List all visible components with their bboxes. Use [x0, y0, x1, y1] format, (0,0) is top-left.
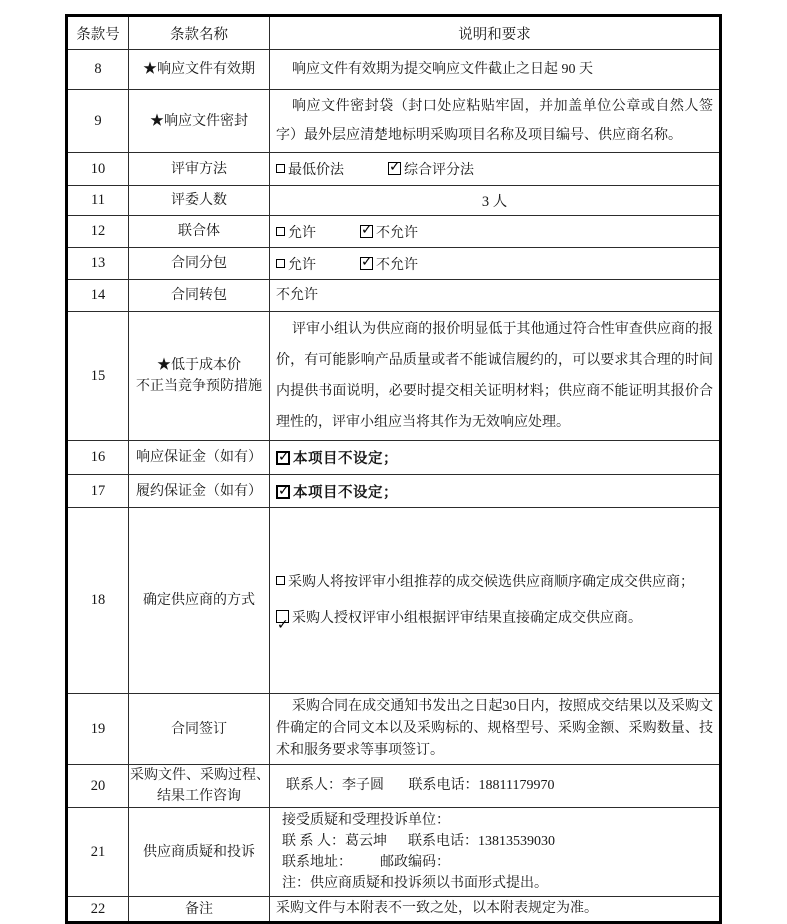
- table-row: [67, 186, 721, 216]
- clause-description: [270, 441, 721, 475]
- clause-name: [129, 50, 270, 90]
- description-paragraph: 注：供应商质疑和投诉须以书面形式提出。: [282, 876, 548, 891]
- clause-number: 19: [67, 694, 129, 765]
- clause-name-line: 不正当竞争预防措施: [136, 379, 262, 394]
- option-group: [276, 159, 713, 179]
- clause-description: [270, 90, 721, 153]
- clause-name-line: 供应商质疑和投诉: [143, 844, 255, 860]
- clause-name: [129, 153, 270, 186]
- option-line: [276, 601, 713, 637]
- table-header-row: [67, 16, 721, 50]
- clause-name-line: 履约保证金（如有）: [136, 483, 262, 499]
- clause-name: [129, 186, 270, 216]
- clause-number: 17: [67, 475, 129, 508]
- table-row: [67, 216, 721, 248]
- option-label: 允许: [288, 225, 316, 241]
- option-item: [276, 222, 316, 242]
- clause-table: [65, 14, 722, 924]
- description-paragraph: 评审小组认为供应商的报价明显低于其他通过符合性审查供应商的报价，有可能影响产品质量或者不能诚信履约的，可以要求其合理的时间内提供书面说明，必要时提交相关证明材料；供应商不能证明其报价合理性的，评审小组应当将其作为无效响应处理。: [276, 322, 713, 430]
- clause-name: [129, 312, 270, 441]
- clause-description: [270, 312, 721, 441]
- description-paragraph: 响应文件密封袋（封口处应粘贴牢固，并加盖单位公章或自然人签字）最外层应清楚地标明采购项目名称及项目编号、供应商名称。: [276, 99, 713, 143]
- clause-number: 15: [67, 312, 129, 441]
- checkbox-checked-icon: [388, 162, 401, 175]
- clause-name-line: ★响应文件密封: [150, 113, 248, 129]
- clause-number: 9: [67, 90, 129, 153]
- clause-number: 20: [67, 765, 129, 808]
- table-row: [67, 694, 721, 765]
- clause-name-line: 评委人数: [171, 193, 227, 208]
- clause-description: [270, 216, 721, 248]
- clause-description: [270, 153, 721, 186]
- clause-name: [129, 808, 270, 897]
- clause-description: [270, 808, 721, 897]
- clause-name-line: 合同签订: [171, 721, 227, 737]
- clause-number: 16: [67, 441, 129, 475]
- checkbox-checked-icon: [276, 610, 289, 623]
- description-paragraph: 响应文件有效期为提交响应文件截止之日起 90 天: [292, 61, 593, 77]
- table-row: [67, 897, 721, 923]
- table-row: [67, 475, 721, 508]
- table-row: [67, 50, 721, 90]
- option-item: [360, 254, 418, 274]
- option-item: [276, 254, 316, 274]
- checkbox-checked-icon: [276, 485, 290, 499]
- clause-description: [270, 186, 721, 216]
- clause-name: [129, 280, 270, 312]
- clause-description: [270, 897, 721, 923]
- clause-name: [129, 694, 270, 765]
- clause-description: [270, 248, 721, 280]
- col-header-clause-no: 条款号: [67, 16, 129, 50]
- bold-checked-statement: [276, 481, 713, 502]
- option-group: [276, 254, 713, 274]
- clause-name: [129, 90, 270, 153]
- option-item: [360, 222, 418, 242]
- table-row: [67, 765, 721, 808]
- clause-name-line: 联合体: [178, 224, 220, 239]
- description-paragraph: 联系地址： 邮政编码：: [282, 855, 450, 870]
- option-label: 最低价法: [288, 163, 344, 178]
- clause-number: 14: [67, 280, 129, 312]
- table-row: [67, 508, 721, 694]
- clause-number: 11: [67, 186, 129, 216]
- option-label: 采购人授权评审小组根据评审结果直接确定成交供应商。: [292, 610, 642, 626]
- clause-name: [129, 441, 270, 475]
- clause-name-line: ★响应文件有效期: [143, 62, 255, 77]
- col-header-clause-name: 条款名称: [129, 16, 270, 50]
- clause-name: [129, 508, 270, 694]
- description-paragraph: 不允许: [276, 287, 318, 303]
- clause-name-line: 合同转包: [171, 288, 227, 303]
- clause-number: 13: [67, 248, 129, 280]
- clause-name-line: 评审方法: [171, 161, 227, 177]
- clause-number: 10: [67, 153, 129, 186]
- centered-value: 3 人: [481, 194, 508, 210]
- clause-number: 22: [67, 897, 129, 923]
- clause-name: [129, 765, 270, 808]
- clause-name-line: ★低于成本价: [157, 358, 241, 373]
- checkbox-unchecked-icon: [276, 164, 285, 173]
- option-line: [276, 565, 713, 601]
- clause-name: [129, 216, 270, 248]
- option-item: [388, 159, 474, 179]
- description-paragraph: 联系人：李子圆 联系电话：18811179970: [286, 778, 555, 793]
- clause-name: [129, 475, 270, 508]
- clause-description: [270, 508, 721, 694]
- checkbox-checked-icon: [360, 257, 373, 270]
- checkbox-unchecked-icon: [276, 227, 285, 236]
- table-row: [67, 312, 721, 441]
- option-group: [276, 222, 713, 242]
- option-label: 综合评分法: [404, 163, 474, 178]
- clause-description: [270, 765, 721, 808]
- checkbox-checked-icon: [276, 451, 290, 465]
- statement-label: 本项目不设定；: [293, 484, 398, 501]
- checkbox-checked-icon: [360, 225, 373, 238]
- option-label: 采购人将按评审小组推荐的成交候选供应商顺序确定成交供应商；: [288, 574, 694, 590]
- clause-name-line: 响应保证金（如有）: [136, 450, 262, 465]
- clause-name-line: 采购文件、采购过程、: [130, 768, 270, 783]
- clause-name-line: 确定供应商的方式: [143, 593, 255, 608]
- clause-description: [270, 50, 721, 90]
- clause-number: 21: [67, 808, 129, 897]
- table-row: [67, 90, 721, 153]
- clause-description: [270, 280, 721, 312]
- option-label: 不允许: [376, 257, 418, 273]
- clause-name-line: 合同分包: [171, 256, 227, 271]
- statement-label: 本项目不设定；: [293, 451, 398, 467]
- clause-description: [270, 475, 721, 508]
- col-header-description: 说明和要求: [270, 16, 721, 50]
- option-label: 允许: [288, 257, 316, 273]
- clause-name-line: 结果工作咨询: [157, 789, 241, 804]
- bold-checked-statement: [276, 447, 713, 468]
- clause-number: 8: [67, 50, 129, 90]
- table-row: [67, 280, 721, 312]
- checkbox-unchecked-icon: [276, 259, 285, 268]
- table-row: [67, 248, 721, 280]
- clause-name-line: 备注: [185, 901, 213, 917]
- option-label: 不允许: [376, 225, 418, 241]
- description-paragraph: 接受质疑和受理投诉单位：: [282, 813, 450, 828]
- clause-name: [129, 248, 270, 280]
- clause-name: [129, 897, 270, 923]
- description-paragraph: 采购文件与本附表不一致之处，以本附表规定为准。: [276, 901, 598, 916]
- table-row: [67, 808, 721, 897]
- clause-number: 18: [67, 508, 129, 694]
- description-paragraph: 联 系 人：葛云坤 联系电话：13813539030: [282, 834, 555, 849]
- option-item: [276, 159, 344, 179]
- table-row: [67, 441, 721, 475]
- description-paragraph: 采购合同在成交通知书发出之日起30日内，按照成交结果以及采购文件确定的合同文本以及采购标的、规格型号、采购金额、采购数量、技术和服务要求等事项签订。: [276, 699, 713, 758]
- checkbox-unchecked-icon: [276, 576, 285, 585]
- table-row: [67, 153, 721, 186]
- clause-number: 12: [67, 216, 129, 248]
- clause-description: [270, 694, 721, 765]
